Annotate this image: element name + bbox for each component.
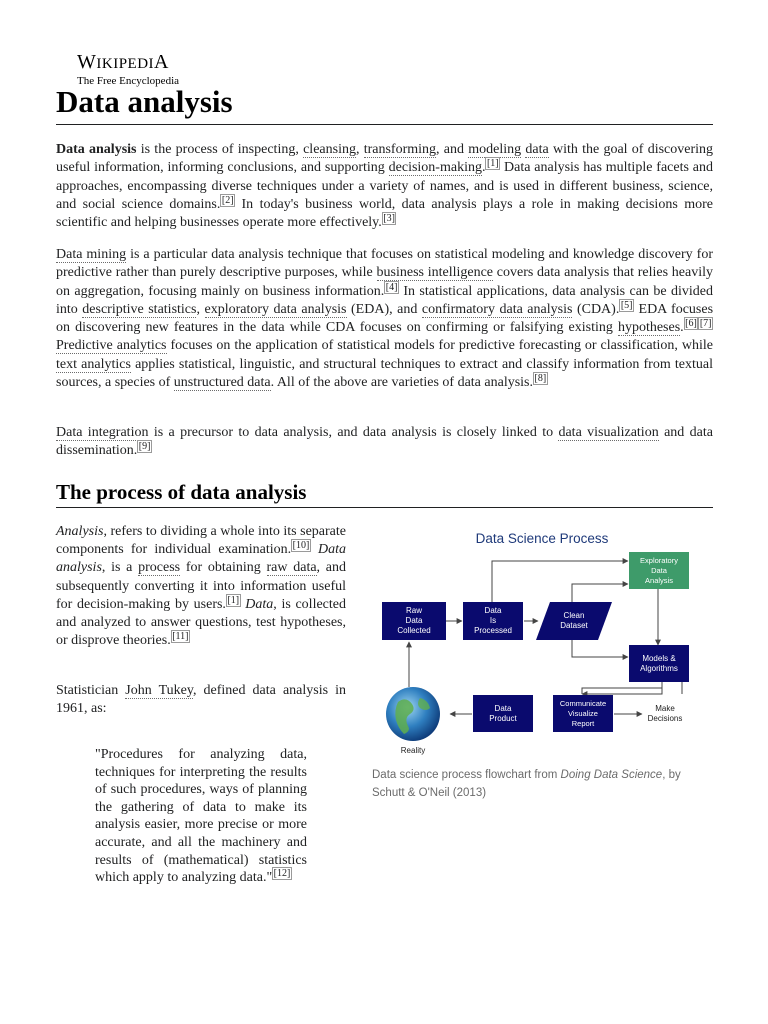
node-data-processed: [463, 602, 523, 640]
reference-8[interactable]: [8]: [534, 373, 547, 385]
reference-7[interactable]: [7]: [699, 318, 712, 330]
link-predictive-analytics[interactable]: Predictive analytics: [56, 338, 167, 354]
figure-caption: Data science process flowchart from Doing Data Science, by Schutt & O'Neil (2013): [372, 769, 681, 799]
bold-term: Data analysis: [56, 142, 137, 157]
link-modeling[interactable]: modeling: [468, 142, 522, 157]
link-descriptive-statistics[interactable]: descriptive statistics: [82, 301, 197, 317]
logo-wordmark: WIKIPEDIA: [77, 51, 169, 73]
node-models-line2: Algorithms: [640, 664, 678, 673]
node-decisions-line2: Decisions: [647, 714, 683, 723]
link-unstructured-data[interactable]: unstructured data: [173, 375, 271, 391]
intro-paragraph-1: Data analysis is the process of inspecting, cleansing, transforming, and modeling data with the goal of discovering useful information, informing conclusions, and supporting decision-making. [1] Data analysis has multiple facets and approaches, encompassing diverse techniques under a variety of names, and is used in different business, science, and social science domains. [2] In today's business world, data analysis plays a role in making decisions more scientific and helping businesses operate more effectively. [3]: [56, 142, 714, 231]
reference-11[interactable]: [11]: [172, 631, 189, 643]
reference-5[interactable]: [5]: [620, 299, 633, 311]
node-processed-line1: Data: [484, 606, 502, 615]
node-eda-line2: Data: [651, 566, 667, 575]
link-data[interactable]: data: [525, 142, 549, 157]
node-make-decisions: [648, 704, 683, 723]
node-report-line3: Report: [571, 719, 595, 728]
node-raw-line2: Data: [405, 616, 423, 625]
node-processed-line3: Processed: [474, 626, 512, 635]
node-raw-line1: Raw: [405, 606, 423, 615]
link-transforming[interactable]: transforming: [363, 142, 437, 157]
reference-10[interactable]: [10]: [292, 540, 310, 552]
reference-9[interactable]: [9]: [138, 441, 151, 453]
reference-12[interactable]: [12]: [273, 868, 291, 880]
node-clean-dataset: [536, 602, 612, 640]
link-text-analytics[interactable]: text analytics: [56, 356, 131, 372]
tukey-quote: "Procedures for analyzing data, techniques for interpreting the results of such procedures, ways of planning the gathering of data to make its analysis easier, more precise or more accurate, and all the machinery and results of (mathematical) statistics which apply to analyzing data." [12]: [95, 747, 307, 886]
process-paragraph-2: Statistician John Tukey, defined data analysis in 1961, as:: [56, 683, 347, 717]
link-cleansing[interactable]: cleansing: [303, 142, 356, 157]
node-report-line1: Communicate: [559, 699, 607, 708]
node-models-algorithms: [629, 645, 689, 682]
node-exploratory-analysis: [629, 552, 689, 589]
link-confirmatory-data-analysis[interactable]: confirmatory data analysis: [421, 301, 573, 317]
link-exploratory-data-analysis[interactable]: exploratory data analysis: [204, 301, 347, 317]
link-decision-making[interactable]: decision-making: [388, 160, 482, 176]
node-raw-line3: Collected: [397, 626, 431, 635]
node-eda-line3: Analysis: [645, 576, 673, 585]
node-report-line2: Visualize: [568, 709, 598, 718]
globe-reality: [386, 687, 440, 755]
link-data-visualization[interactable]: data visualization: [558, 425, 659, 440]
link-data-integration[interactable]: Data integration: [56, 425, 149, 440]
intro-paragraph-2: Data mining is a particular data analysis technique that focuses on statistical modeling and knowledge discovery for predictive rather than purely descriptive purposes, while business intelligence covers data analysis that relies heavily on aggregation, focusing mainly on business information. [4] In statistical applications, data analysis can be divided into descriptive statistics, exploratory data analysis (EDA), and confirmatory data analysis (CDA). [5] EDA focuses on discovering new features in the data while CDA focuses on confirming or falsifying existing hypotheses. [6] [7] Predictive analytics focuses on the application of statistical models for predictive forecasting or classification, while text analytics applies statistical, linguistic, and structural techniques to extract and classify information from textual sources, a species of unstructured data. All of the above are varieties of data analysis. [8]: [56, 247, 714, 391]
node-models-line1: Models &: [642, 654, 676, 663]
reference-2[interactable]: [2]: [221, 194, 234, 206]
link-data-mining[interactable]: Data mining: [56, 247, 127, 262]
node-clean-line1: Clean: [563, 611, 585, 620]
link-hypotheses[interactable]: hypotheses: [617, 320, 681, 336]
reference-1[interactable]: [1]: [486, 158, 499, 170]
page-title: Data analysis: [56, 84, 233, 119]
node-communicate-report: [553, 695, 613, 732]
node-product-line2: Product: [489, 714, 517, 723]
node-eda-line1: Exploratory: [640, 556, 678, 565]
node-decisions-line1: Make: [655, 704, 675, 713]
node-reality-label: Reality: [400, 746, 426, 755]
node-clean-line2: Dataset: [560, 621, 588, 630]
reference-4[interactable]: [4]: [385, 281, 398, 293]
title-divider: [56, 124, 713, 125]
reference-3[interactable]: [3]: [383, 213, 395, 225]
link-john-tukey[interactable]: John Tukey: [125, 683, 193, 698]
flowchart-svg: [372, 520, 712, 760]
node-processed-line2: Is: [489, 616, 497, 625]
italic-term: Analysis: [56, 524, 104, 539]
link-process[interactable]: process: [138, 560, 181, 576]
reference-1b[interactable]: [1]: [227, 594, 240, 606]
data-science-process-figure[interactable]: [372, 520, 712, 760]
globe-icon: [386, 687, 440, 741]
section-divider: [56, 507, 713, 508]
caption-book-title: Doing Data Science: [560, 769, 663, 781]
italic-term: Data: [245, 596, 274, 612]
node-raw-data: [382, 602, 446, 640]
italic-term: Data analysis: [56, 542, 346, 576]
node-data-product: [473, 695, 533, 732]
figure-title: Data Science Process: [475, 531, 609, 546]
reference-6[interactable]: [6]: [685, 318, 697, 330]
section-heading: The process of data analysis: [56, 480, 307, 504]
link-business-intelligence[interactable]: business intelligence: [376, 265, 494, 281]
link-raw-data[interactable]: raw data: [266, 560, 317, 576]
node-product-line1: Data: [494, 704, 512, 713]
intro-paragraph-3: Data integration is a precursor to data analysis, and data analysis is closely linked to data visualization and data dissemination. [9]: [56, 425, 713, 459]
process-paragraph-1: Analysis, refers to dividing a whole into its separate components for individual examination. [10] Data analysis, is a process for obtaining raw data, and subsequently converting it into information useful for decision-making by users. [1] Data, is collected and analyzed to answer questions, test hypotheses, or disprove theories. [11]: [56, 524, 346, 649]
logo-tagline: The Free Encyclopedia: [77, 75, 180, 87]
